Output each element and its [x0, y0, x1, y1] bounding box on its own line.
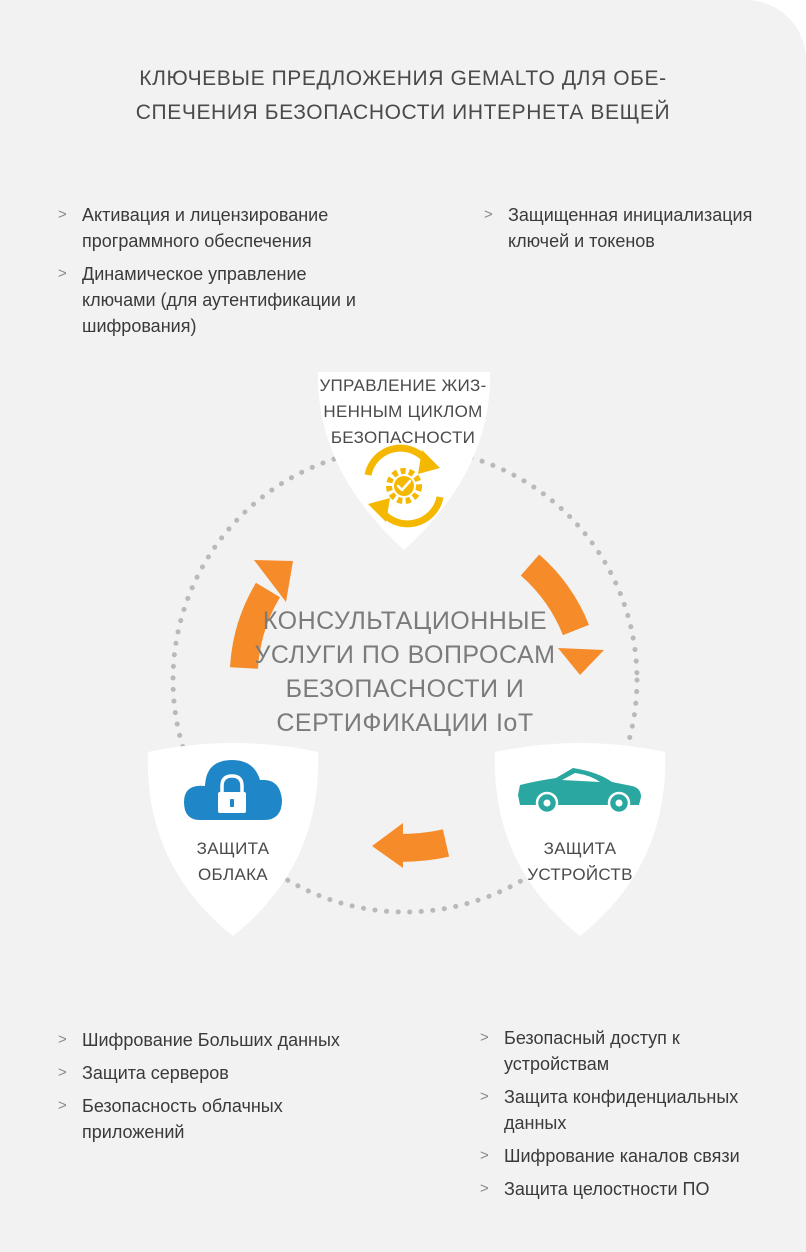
bullet-chevron-icon: >	[480, 1147, 489, 1164]
feature-text-line: Защита целостности ПО	[504, 1179, 710, 1199]
bottom-right-feature-list	[480, 1025, 800, 1209]
cloud-label-line-1: ЗАЩИТА	[196, 839, 270, 858]
lifecycle-label-line-1: УПРАВЛЕНИЕ ЖИЗ-	[319, 376, 487, 395]
feature-item	[480, 1143, 800, 1169]
devices-label-line-1: ЗАЩИТА	[543, 839, 617, 858]
feature-text-line: шифрования)	[82, 316, 197, 336]
title-line-2: СПЕЧЕНИЯ БЕЗОПАСНОСТИ ИНТЕРНЕТА ВЕЩЕЙ	[135, 101, 671, 124]
feature-text-line: Безопасность облачных	[82, 1096, 283, 1116]
title-line-1: КЛЮЧЕВЫЕ ПРЕДЛОЖЕНИЯ GEMALTO ДЛЯ ОБЕ-	[139, 67, 667, 90]
feature-item	[58, 1093, 438, 1145]
lifecycle-label-line-3: БЕЗОПАСНОСТИ	[330, 428, 476, 447]
arrow-bottom-left	[372, 823, 446, 868]
feature-item	[480, 1176, 800, 1202]
feature-text-line: ключами (для аутентификации и	[82, 290, 356, 310]
lifecycle-label-line-2: НЕННЫМ ЦИКЛОМ	[323, 402, 483, 421]
devices-label-line-2: УСТРОЙСТВ	[527, 865, 633, 884]
feature-text-line: Динамическое управление	[82, 264, 307, 284]
center-line-3: БЕЗОПАСНОСТИ И	[285, 675, 525, 703]
bullet-chevron-icon: >	[58, 206, 67, 223]
bullet-chevron-icon: >	[58, 1097, 67, 1114]
feature-text-line: Безопасный доступ к	[504, 1028, 680, 1048]
feature-text-line: данных	[504, 1113, 567, 1133]
devices-label	[495, 836, 665, 888]
cloud-label-line-2: ОБЛАКА	[198, 865, 268, 884]
bullet-chevron-icon: >	[480, 1088, 489, 1105]
center-line-4: СЕРТИФИКАЦИИ IoT	[276, 709, 534, 737]
feature-text-line: Активация и лицензирование	[82, 205, 329, 225]
feature-text-line: Шифрование каналов связи	[504, 1146, 740, 1166]
bullet-chevron-icon: >	[484, 206, 493, 223]
center-line-1: КОНСУЛЬТАЦИОННЫЕ	[262, 607, 548, 635]
feature-item	[480, 1084, 800, 1136]
bullet-chevron-icon: >	[58, 265, 67, 282]
feature-item	[480, 1025, 800, 1077]
bullet-chevron-icon: >	[58, 1031, 67, 1048]
center-consulting-label	[230, 604, 580, 740]
cloud-label	[148, 836, 318, 888]
feature-text-line: Защищенная инициализация	[508, 205, 753, 225]
feature-text-line: Защита серверов	[82, 1063, 229, 1083]
bottom-left-feature-list	[58, 1027, 438, 1152]
feature-text-line: программного обеспечения	[82, 231, 312, 251]
feature-text-line: приложений	[82, 1122, 185, 1142]
feature-text-line: устройствам	[504, 1054, 610, 1074]
feature-text-line: Защита конфиденциальных	[504, 1087, 739, 1107]
feature-item	[58, 1060, 438, 1086]
bullet-chevron-icon: >	[480, 1180, 489, 1197]
bullet-chevron-icon: >	[480, 1029, 489, 1046]
bullet-chevron-icon: >	[58, 1064, 67, 1081]
feature-text-line: ключей и токенов	[508, 231, 655, 251]
feature-text-line: Шифрование Больших данных	[82, 1030, 340, 1050]
center-line-2: УСЛУГИ ПО ВОПРОСАМ	[254, 641, 556, 669]
feature-item	[58, 1027, 438, 1053]
lifecycle-label	[290, 373, 516, 451]
